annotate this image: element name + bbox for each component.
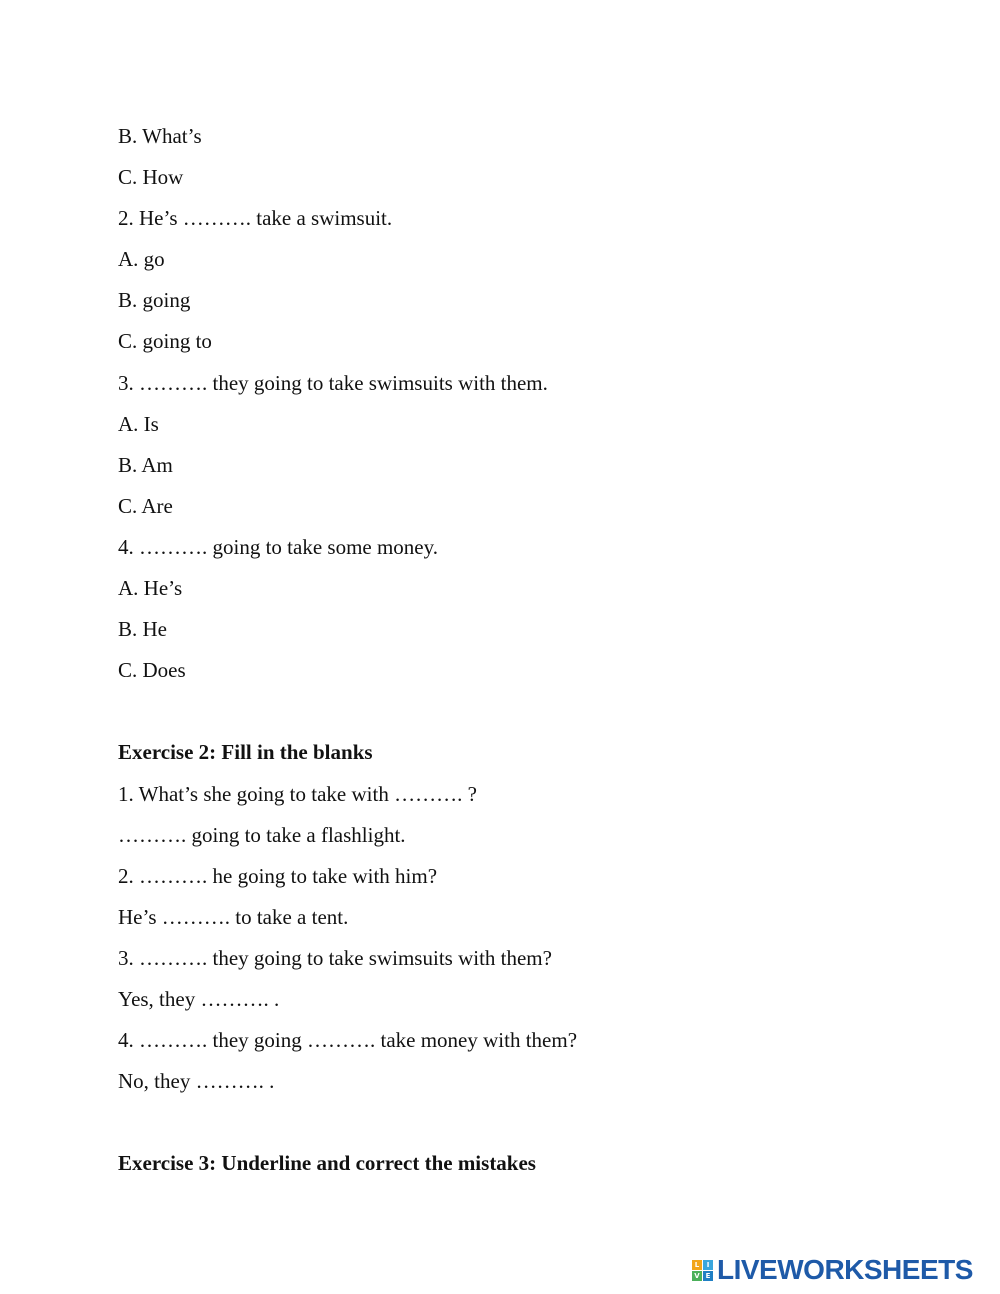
- logo-mark-letter: V: [692, 1271, 702, 1281]
- ex2-answer-4: No, they ………. .: [118, 1069, 275, 1094]
- option-b-am: B. Am: [118, 452, 173, 477]
- option-c-does: C. Does: [118, 658, 186, 683]
- option-c-going-to: C. going to: [118, 329, 212, 354]
- ex2-question-1: 1. What’s she going to take with ………. ?: [118, 781, 477, 806]
- question-2: 2. He’s ………. take a swimsuit.: [118, 206, 393, 231]
- exercise-3: [118, 1143, 938, 1184]
- ex2-question-2: 2. ………. he going to take with him?: [118, 863, 438, 888]
- option-c-are: C. Are: [118, 493, 173, 518]
- exercise-2: [118, 732, 938, 1102]
- exercise-2-heading: Exercise 2: Fill in the blanks: [118, 740, 373, 765]
- option-b-whats: B. What’s: [118, 124, 202, 148]
- logo-mark-letter: I: [703, 1260, 713, 1270]
- exercise-1-continuation: [118, 116, 938, 691]
- liveworksheets-logo: [692, 1255, 973, 1285]
- logo-mark-letter: E: [703, 1271, 713, 1281]
- spacer: [118, 691, 938, 732]
- logo-mark-icon: [692, 1260, 713, 1281]
- exercise-3-heading: Exercise 3: Underline and correct the mistakes: [118, 1151, 536, 1176]
- option-c-how: C. How: [118, 165, 184, 190]
- ex2-answer-1: ………. going to take a flashlight.: [118, 822, 406, 847]
- question-3: 3. ………. they going to take swimsuits with them.: [118, 370, 548, 395]
- option-a-go: A. go: [118, 247, 165, 272]
- ex2-answer-3: Yes, they ………. .: [118, 986, 280, 1011]
- question-4: 4. ………. going to take some money.: [118, 534, 439, 559]
- worksheet-page: [118, 116, 938, 1184]
- spacer: [118, 1102, 938, 1143]
- option-b-he: B. He: [118, 617, 167, 642]
- ex2-question-3: 3. ………. they going to take swimsuits with them?: [118, 945, 552, 970]
- option-a-hes: A. He’s: [118, 576, 183, 601]
- ex2-question-4: 4. ………. they going ………. take money with them?: [118, 1028, 578, 1053]
- ex2-answer-2: He’s ………. to take a tent.: [118, 904, 349, 929]
- option-a-is: A. Is: [118, 411, 159, 436]
- logo-text: LIVEWORKSHEETS: [717, 1254, 973, 1285]
- logo-mark-letter: L: [692, 1260, 702, 1270]
- option-b-going: B. going: [118, 288, 191, 313]
